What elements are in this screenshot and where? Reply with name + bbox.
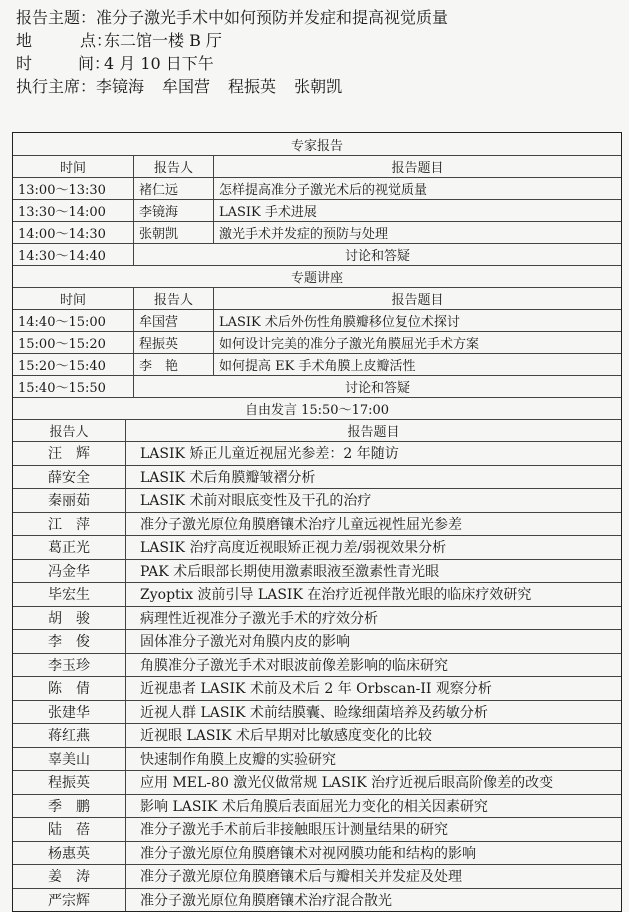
chair-name: 张朝凯 xyxy=(294,77,343,96)
table-row: 胡 骏 病理性近视准分子激光手术的疗效分析 xyxy=(13,606,621,630)
table-row: 姜 涛 准分子激光原位角膜磨镶术后与瓣相关并发症及处理 xyxy=(13,864,621,888)
time-line xyxy=(16,52,616,75)
chairs-label: 执行主席： xyxy=(16,77,97,96)
table-row: 陆 蓓 准分子激光手术前后非接触眼压计测量结果的研究 xyxy=(13,817,621,841)
column-header: 报告人 xyxy=(49,425,89,440)
table-row: 江 萍 准分子激光原位角膜磨镶术治疗儿童远视性屈光参差 xyxy=(13,512,621,536)
column-header-row xyxy=(13,155,621,177)
table-row: 季 鹏 影响 LASIK 术后角膜后表面屈光力变化的相关因素研究 xyxy=(13,794,621,818)
column-header: 报告题目 xyxy=(213,156,621,177)
section-title-expert: 专家报告 xyxy=(290,138,343,154)
column-header: 报告题目 xyxy=(125,420,621,441)
program-header xyxy=(16,6,616,98)
table-row: 严宗辉 准分子激光原位角膜磨镶术治疗混合散光 xyxy=(13,888,621,912)
place-value: 东二馆一楼 B 厅 xyxy=(104,31,222,50)
table-row: 陈 倩 近视患者 LASIK 术前及术后 2 年 Orbscan-II 观察分析 xyxy=(13,676,621,700)
time-value: 4 月 10 日下午 xyxy=(104,54,214,73)
table-row: 张建华 近视人群 LASIK 术前结膜囊、睑缘细菌培养及药敏分析 xyxy=(13,700,621,724)
table-row: 毕宏生 Zyoptix 波前引导 LASIK 在治疗近视伴散光眼的临床疗效研究 xyxy=(13,582,621,606)
table-row: 汪 辉 LASIK 矫正儿童近视屈光参差：2 年随访 xyxy=(13,441,621,465)
chairs-line xyxy=(16,75,616,98)
table-row: 15:00～15:20 程振英 如何设计完美的准分子激光角膜屈光手术方案 xyxy=(13,331,621,353)
column-header: 时间 xyxy=(59,293,86,308)
chair-name: 李镜海 xyxy=(96,77,145,96)
table-row: 13:00～13:30 褚仁远 怎样提高准分子激光术后的视觉质量 xyxy=(13,177,621,199)
discussion-row: 14:30～14:40 讨论和答疑 xyxy=(13,243,621,265)
topic-value: 准分子激光手术中如何预防并发症和提高视觉质量 xyxy=(96,8,449,27)
table-row: 杨惠英 准分子激光原位角膜磨镶术对视网膜功能和结构的影响 xyxy=(13,841,621,865)
table-row: 15:20～15:40 李 艳 如何提高 EK 手术角膜上皮瓣活性 xyxy=(13,353,621,375)
table-row: 辜美山 快速制作角膜上皮瓣的实验研究 xyxy=(13,747,621,771)
column-header: 报告题目 xyxy=(213,288,621,309)
table-row: 葛正光 LASIK 治疗高度近视眼矫正视力差/弱视效果分析 xyxy=(13,535,621,559)
table-row: 秦丽茹 LASIK 术前对眼底变性及干孔的治疗 xyxy=(13,488,621,512)
column-header: 时间 xyxy=(59,161,86,176)
table-row: 薛安全 LASIK 术后角膜瓣皱褶分析 xyxy=(13,465,621,489)
table-row: 13:30～14:00 李镜海 LASIK 手术进展 xyxy=(13,199,621,221)
table-row: 李玉珍 角膜准分子激光手术对眼波前像差影响的临床研究 xyxy=(13,653,621,677)
section-title-free: 自由发言 15:50～17:00 xyxy=(13,397,621,419)
table-row: 李 俊 固体准分子激光对角膜内皮的影响 xyxy=(13,629,621,653)
topic-line xyxy=(16,6,616,29)
column-header: 报告人 xyxy=(133,288,213,309)
table-row: 冯金华 PAK 术后眼部长期使用激素眼液至激素性青光眼 xyxy=(13,559,621,583)
table-row: 程振英 应用 MEL-80 激光仪做常规 LASIK 治疗近视后眼高阶像差的改变 xyxy=(13,770,621,794)
section-title-lecture: 专题讲座 xyxy=(13,265,621,287)
time-label: 时 间： xyxy=(16,54,111,73)
table-row: 14:40～15:00 牟国营 LASIK 术后外伤性角膜瓣移位复位术探讨 xyxy=(13,309,621,331)
column-header-row xyxy=(13,287,621,309)
schedule-table xyxy=(12,132,622,912)
table-row: 蒋红燕 近视眼 LASIK 术后早期对比敏感度变化的比较 xyxy=(13,723,621,747)
topic-label: 报告主题： xyxy=(16,8,97,27)
column-header-row xyxy=(13,419,621,441)
discussion-row: 15:40～15:50 讨论和答疑 xyxy=(13,375,621,397)
table-row: 14:00～14:30 张朝凯 激光手术并发症的预防与处理 xyxy=(13,221,621,243)
place-label: 地 点： xyxy=(16,31,113,50)
place-line xyxy=(16,29,616,52)
column-header: 报告人 xyxy=(133,156,213,177)
chair-name: 牟国营 xyxy=(162,77,211,96)
chair-name: 程振英 xyxy=(228,77,277,96)
